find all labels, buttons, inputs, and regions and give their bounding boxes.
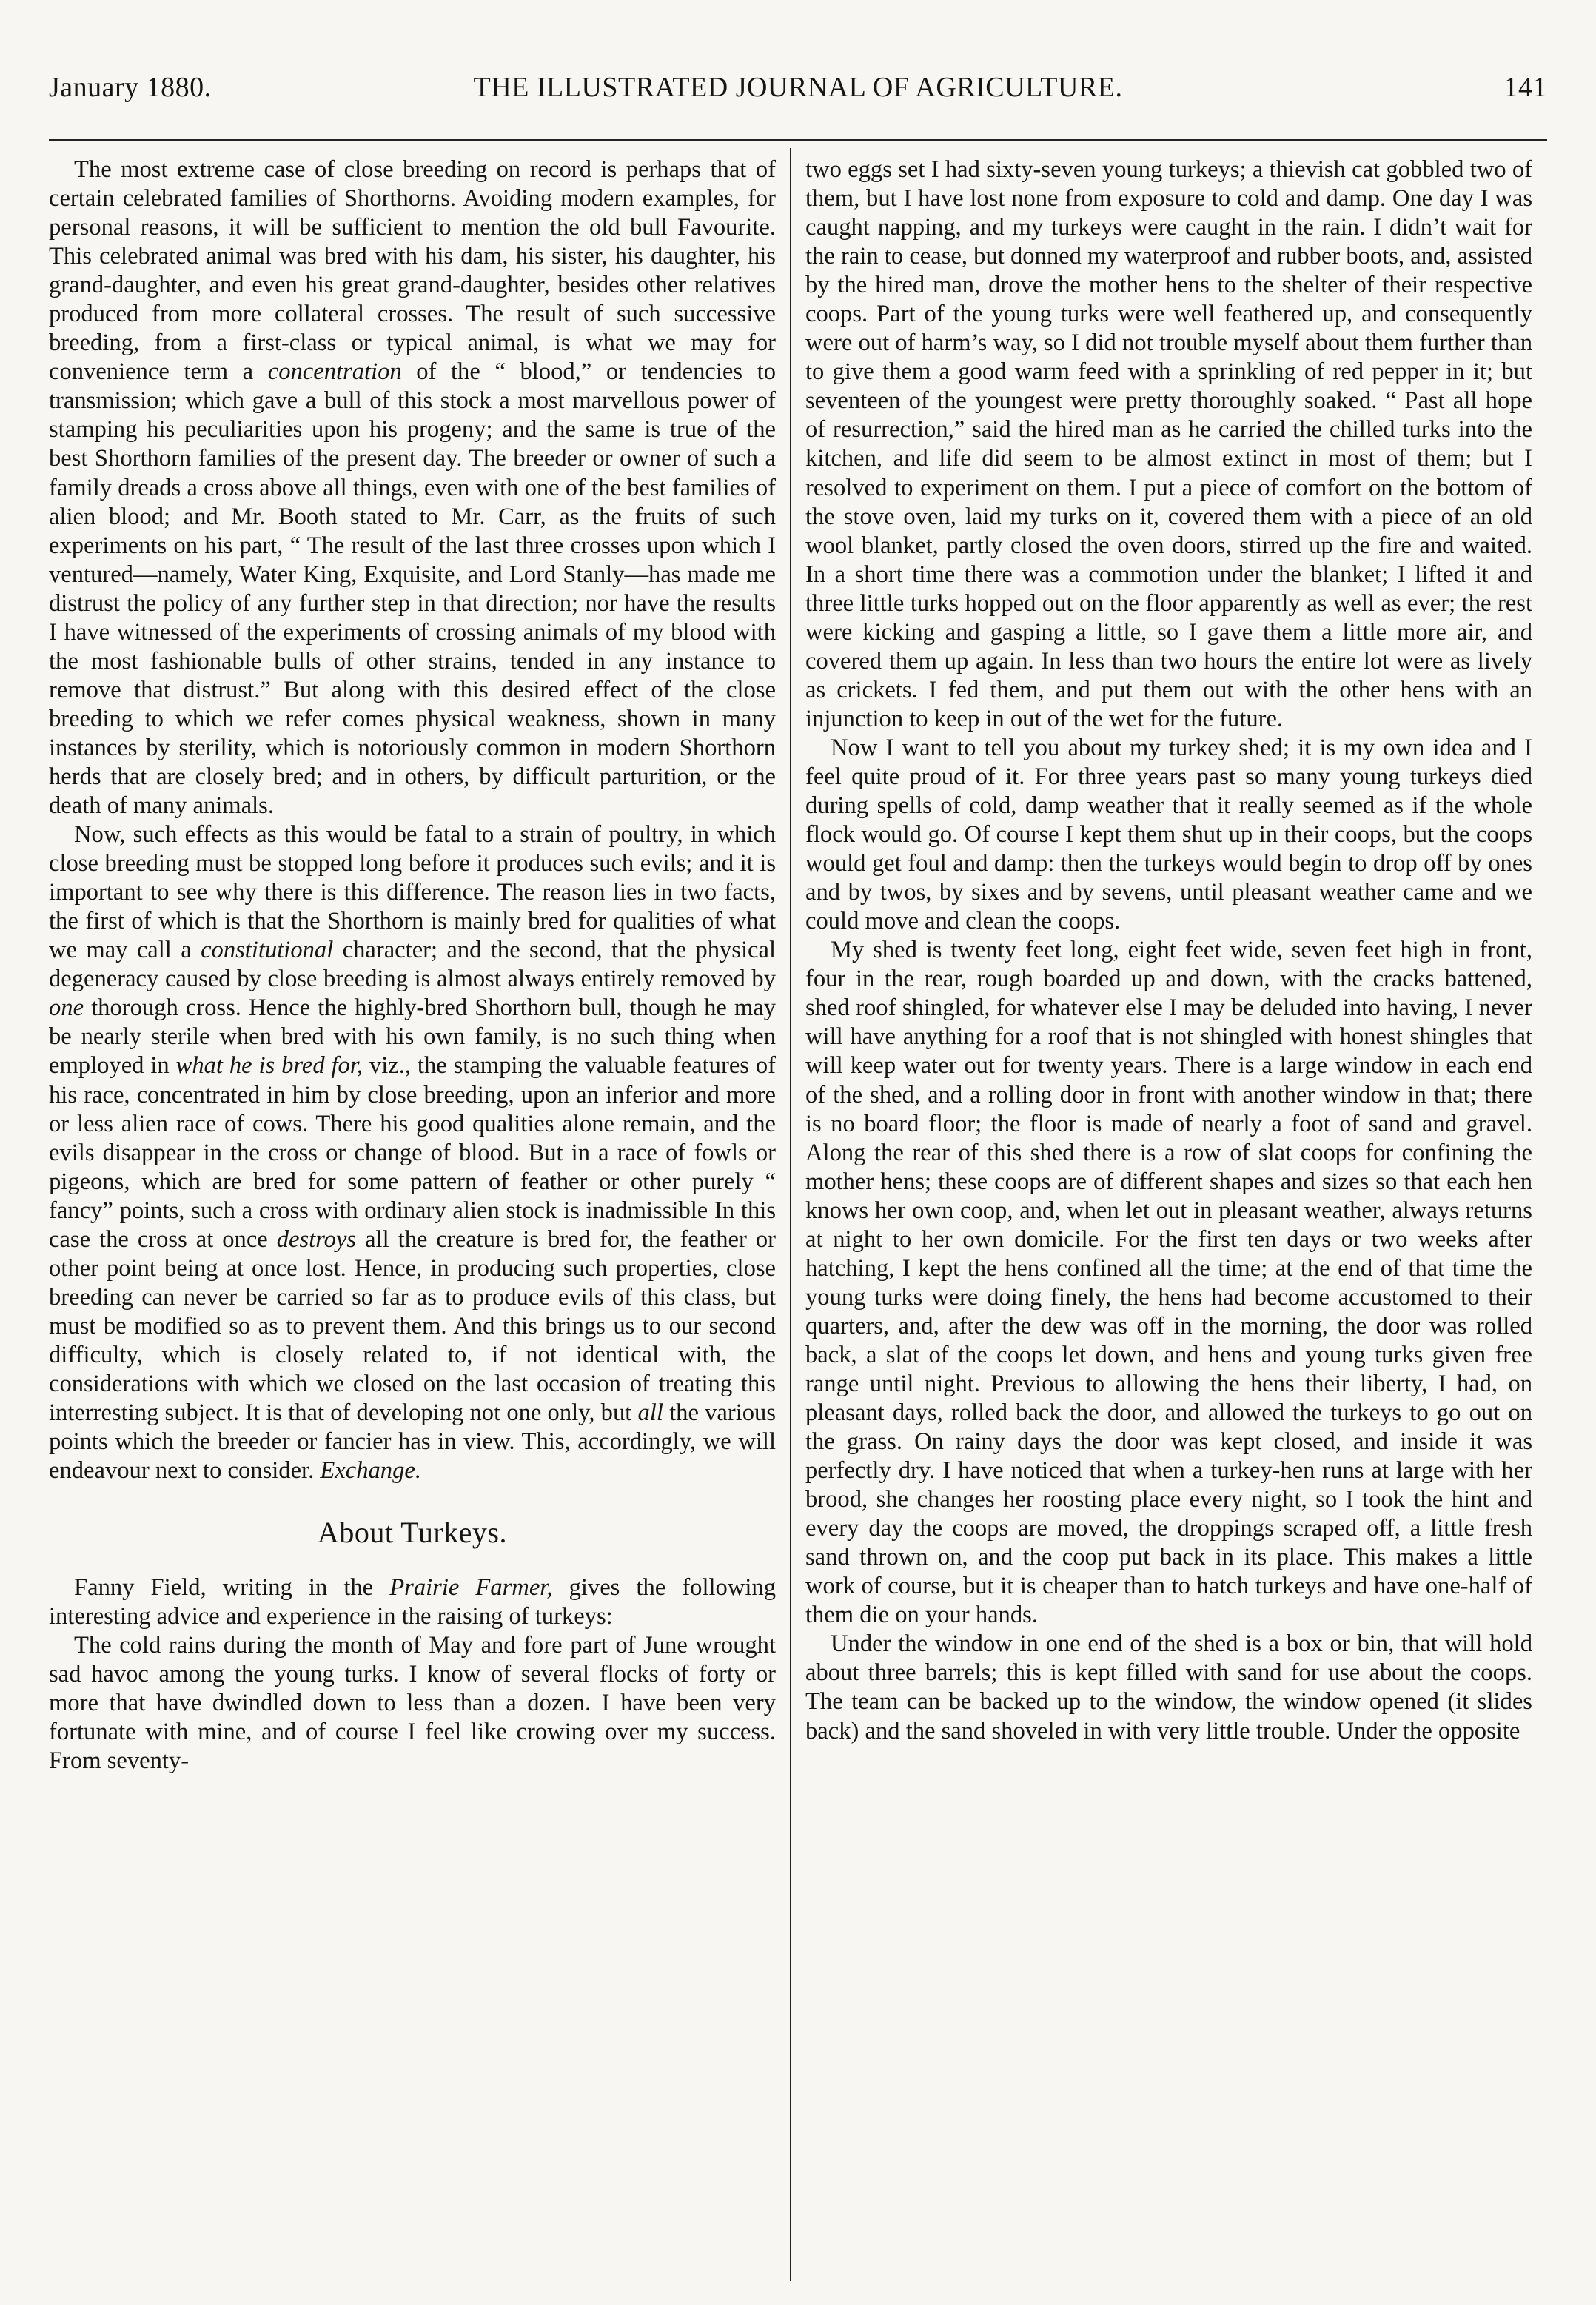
section-title: About Turkeys. xyxy=(318,1516,507,1550)
header-rule xyxy=(49,139,1547,141)
paragraph-shed-description: My shed is twenty feet long, eight feet wide, seven feet high in front, four in the rear, rough boarded up and down, with the cracks battened, shed roof shingled, for whatever else I may be deluded into having, I never will have anything for a roof that is not shingled with honest shingles that will keep water out for twenty years. There is a large window in each end of the shed, and a rolling door in front with another window in that; there is no board floor; the floor is made of nearly a foot of sand and gravel. Along the rear of this shed there is a row of slat coops for confining the mother hens; these coops are of different shapes and sizes so that each hen knows her own coop, and, when let out in pleasant weather, always returns at night to her own domicile. For the first ten days or two weeks after hatching, I kept the hens confined all the time; at the end of that time the young turks were doing finely, the hens had become accustomed to their quarters, and, after the dew was off in the morning, the door was rolled back, a slat of the coops let down, and hens and young turks given free range until night. Previous to allowing the hens their liberty, I had, on pleasant days, rolled back the door, and allowed the turkeys to go out on the grass. On rainy days the door was kept closed, and inside it was perfectly dry. I have noticed that when a turkey-hen runs at large with her brood, she changes her roosting place every night, so I took the hint and every day the coops are moved, the droppings scraped off, a little fresh sand thrown on, and the coop put back in its place. This makes a little work of course, but it is cheaper than to hatch turkeys and have one-half of them die on your hands. xyxy=(805,937,1532,1629)
running-header xyxy=(49,71,1547,116)
paragraph-close-breeding: The most extreme case of close breeding on record is perhaps that of certain celebrated families of Shorthorns. Avoiding modern examples, for personal reasons, it will be sufficient to mention the old bull Favourite. This celebrated animal was bred with his dam, his sister, his daughter, his grand-daughter, and even his great grand-daughter, besides other relatives produced from more collateral crosses. The result of such successive breeding, from a first-class or typical animal, is what we may for convenience term a concentration of the “ blood,” or tendencies to transmission; which gave a bull of this stock a most marvellous power of stamping his peculiarities upon his progeny; and the same is true of the best Shorthorn families of the present day. The breeder or owner of such a family dreads a cross above all things, even with one of the best families of alien blood; and Mr. Booth stated to Mr. Carr, as the fruits of such experiments on his part, “ The result of the last three crosses upon which I ventured—namely, Water King, Exquisite, and Lord Stanly—has made me distrust the policy of any further step in that direction; nor have the results I have witnessed of the experiments of crossing animals of my blood with the most fashionable bulls of other strains, tended in any instance to remove that distrust.” But along with this desired effect of the close breeding to which we refer comes physical weakness, shown in many instances by sterility, which is notoriously common in modern Shorthorn herds that are closely bred; and in others, by difficult parturition, or the death of many animals. xyxy=(49,156,776,820)
header-date: January 1880. xyxy=(49,72,212,103)
journal-title: THE ILLUSTRATED JOURNAL OF AGRICULTURE. xyxy=(473,72,1123,103)
paragraph-turkey-shed: Now I want to tell you about my turkey shed; it is my own idea and I feel quite proud of it. For three years past so many young turkeys died during spells of cold, damp weather that it really seemed as if the whole flock would go. Of course I kept them shut up in their coops, but the coops would get foul and damp: then the turkeys would begin to drop off by ones and by twos, by sixes and by sevens, until pleasant weather came and we could move and clean the coops. xyxy=(805,734,1532,935)
column-divider xyxy=(790,148,791,2281)
right-column xyxy=(805,155,1532,2281)
paragraph-poultry-difference: Now, such effects as this would be fatal to a strain of poultry, in which close breeding must be stopped long before it produces such evils; and it is important to see why there is this difference. The reason lies in two facts, the first of which is that the Shorthorn is mainly bred for qualities of what we may call a constitutional character; and the second, that the physical degeneracy caused by close breeding is almost always entirely removed by one thorough cross. Hence the highly-bred Shorthorn bull, though he may be nearly sterile when bred with his own family, is no such thing when employed in what he is bred for, viz., the stamping the valuable features of his race, concentrated in him by close breeding, upon an inferior and more or less alien race of cows. There his good qualities alone remain, and the evils disappear in the cross or change of blood. But in a race of fowls or pigeons, which are bred for some pattern of feather or other purely “ fancy” points, such a cross with ordinary alien stock is inadmissible In this case the cross at once destroys all the creature is bred for, the feather or other point being at once lost. Hence, in producing such properties, close breeding can never be carried so far as to produce evils of this class, but must be modified so as to prevent them. And this brings us to our second difficulty, which is closely related to, if not identical with, the considerations with which we closed on the last occasion of treating this interresting subject. It is that of developing not one only, but all the various points which the breeder or fancier has in view. This, accordingly, we will endeavour next to consider. Exchange. xyxy=(49,821,776,1485)
paragraph-intro-turkeys: Fanny Field, writing in the Prairie Farmer, gives the following interesting advice and experience in the raising of turkeys: xyxy=(49,1574,776,1630)
paragraph-rain-rescue: two eggs set I had sixty-seven young turkeys; a thievish cat gobbled two of them, but I have lost none from exposure to cold and damp. One day I was caught napping, and my turkeys were caught in the rain. I didn’t wait for the rain to cease, but donned my waterproof and rubber boots, and, assisted by the hired man, drove the mother hens to the shelter of their respective coops. Part of the young turks were well feathered up, and consequently were out of harm’s way, so I did not trouble myself about them further than to give them a good warm feed with a sprinkling of red pepper in it; but seventeen of the youngest were pretty thoroughly soaked. “ Past all hope of resurrection,” said the hired man as he carried the chilled turks into the kitchen, and life did seem to be almost extinct in most of them; but I resolved to experiment on them. I put a piece of comfort on the bottom of the stove oven, laid my turks on it, covered them with a piece of an old wool blanket, partly closed the oven doors, stirred up the fire and waited. In a short time there was a commotion under the blanket; I lifted it and three little turks hopped out on the floor apparently as well as ever; the rest were kicking and gasping a little, so I gave them a little more air, and covered them up again. In less than two hours the entire lot were as lively as crickets. I fed them, and put them out with the other hens with an injunction to keep in out of the wet for the future. xyxy=(805,156,1532,732)
page-number: 141 xyxy=(1503,72,1547,103)
left-column xyxy=(49,155,776,2281)
paragraph-cold-rains: The cold rains during the month of May and fore part of June wrought sad havoc among the young turks. I know of several flocks of forty or more that have dwindled down to less than a dozen. I have been very fortunate with mine, and of course I feel like crowing over my success. From seventy- xyxy=(49,1632,776,1775)
paragraph-sand-bin: Under the window in one end of the shed is a box or bin, that will hold about three barrels; this is kept filled with sand for use about the coops. The team can be backed up to the window, the window opened (it slides back) and the sand shoveled in with very little trouble. Under the opposite xyxy=(805,1630,1532,1744)
